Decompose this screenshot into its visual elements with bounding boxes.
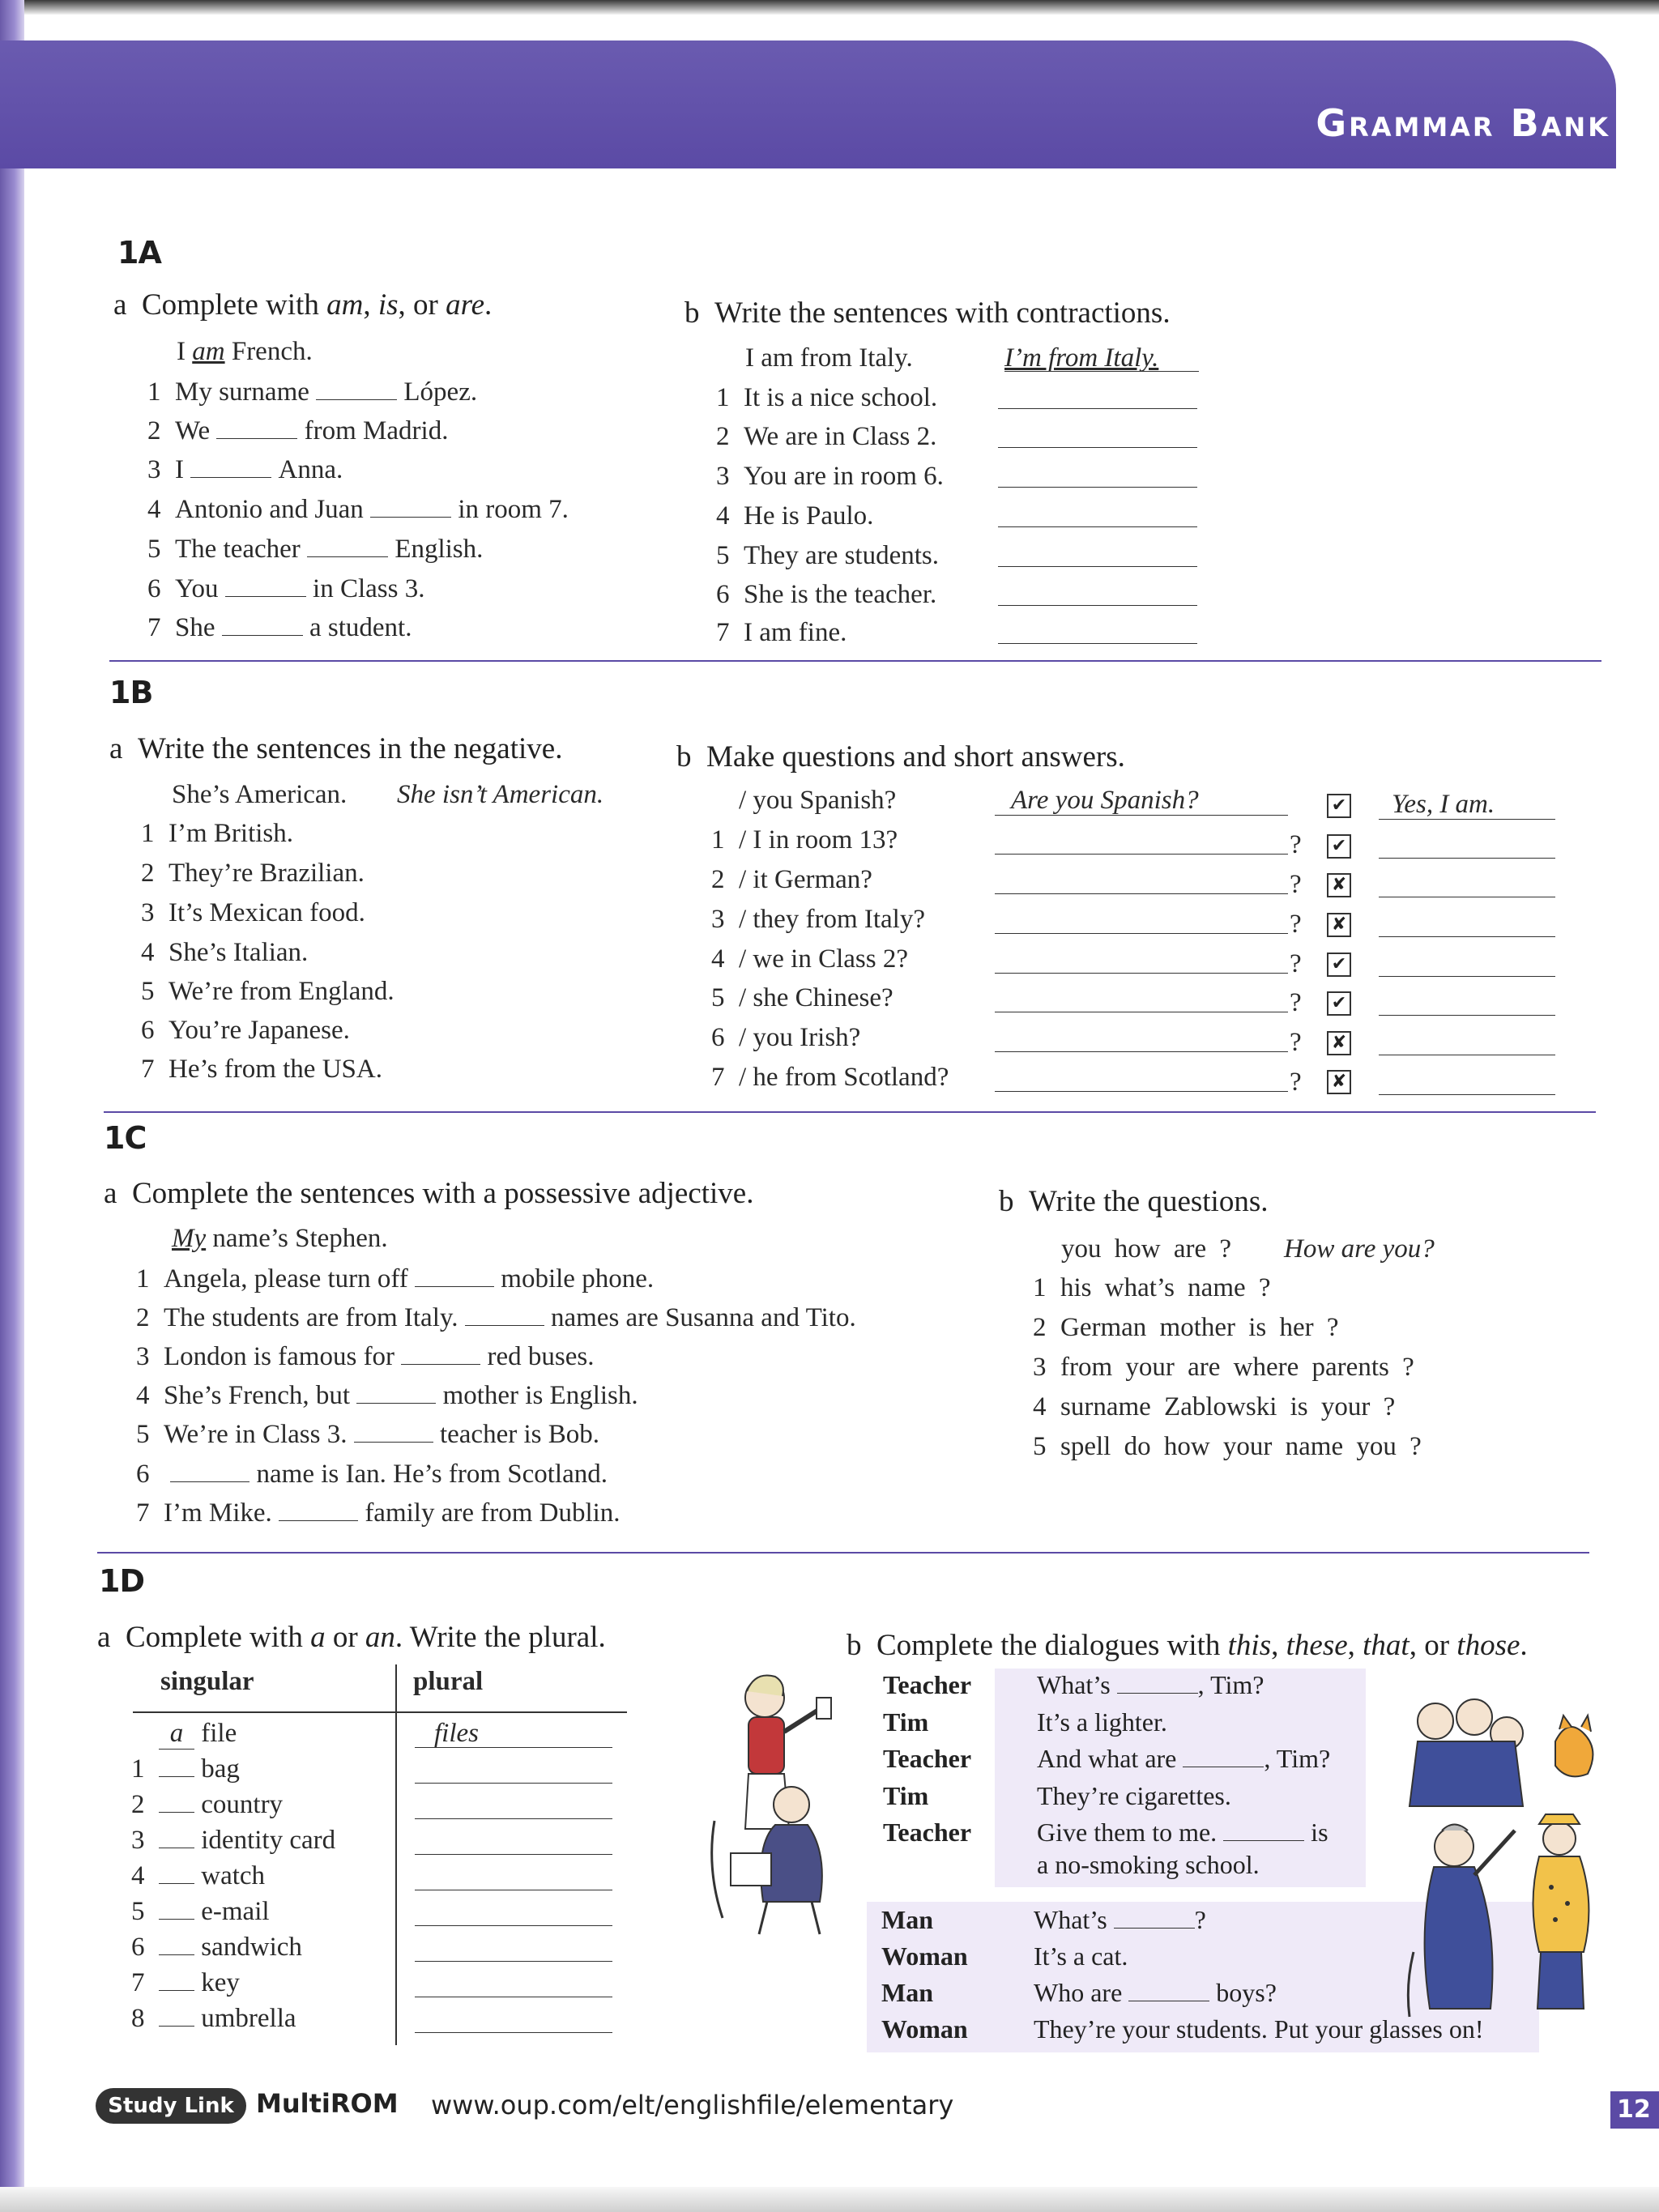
exercise-item: 2 We are in Class 2.: [716, 422, 937, 451]
speaker-label: Teacher: [883, 1818, 972, 1847]
exercise-item: 6 You’re Japanese.: [141, 1016, 350, 1045]
speaker-label: Teacher: [883, 1670, 972, 1699]
exercise-1b-b-instruction: b Make questions and short answers.: [676, 740, 1125, 774]
page-top-edge: [0, 0, 1659, 15]
table-row: 7 key: [131, 1968, 240, 1997]
exercise-item: 2 We from Madrid.: [147, 416, 449, 445]
exercise-item: 7 / he from Scotland?: [711, 1063, 949, 1092]
check-icon: ✔: [1327, 953, 1351, 977]
question-mark: ?: [1290, 988, 1302, 1017]
study-link-badge: Study Link: [96, 2088, 246, 2124]
answer-blank[interactable]: [370, 516, 451, 518]
exercise-item: 1 Angela, please turn off mobile phone.: [136, 1264, 655, 1294]
short-answer-line[interactable]: [1379, 1014, 1555, 1016]
section-divider: [97, 1552, 1589, 1554]
answer-blank[interactable]: [465, 1324, 544, 1326]
plural-answer-line[interactable]: [415, 1996, 612, 1997]
exercise-letter: b: [676, 740, 692, 774]
answer-blank[interactable]: [1114, 1927, 1195, 1929]
exercise-1c-b-instruction: b Write the questions.: [999, 1185, 1269, 1218]
section-label-1c: 1C: [104, 1120, 147, 1156]
answer-line[interactable]: [998, 407, 1197, 409]
article-blank[interactable]: [159, 1847, 194, 1848]
question-line[interactable]: [995, 893, 1288, 894]
section-label-1d: 1D: [99, 1563, 144, 1599]
exercise-item: 1 / I in room 13?: [711, 825, 898, 855]
short-answer-line[interactable]: [1379, 975, 1555, 977]
answer-blank[interactable]: [401, 1363, 480, 1365]
example-answer: How are you?: [1284, 1234, 1435, 1264]
page-number: 12: [1610, 2091, 1659, 2129]
example-answer: My: [172, 1224, 207, 1253]
table-row: a file: [131, 1719, 237, 1750]
table-header-rule: [133, 1711, 627, 1713]
cross-icon: ✘: [1327, 913, 1351, 937]
short-answer-line[interactable]: [1379, 1054, 1555, 1055]
exercise-1b-a-instruction: a Write the sentences in the negative.: [109, 732, 563, 765]
exercise-item: 7 I’m Mike. family are from Dublin.: [136, 1498, 621, 1528]
question-mark: ?: [1290, 949, 1302, 978]
dialogue-line: Who are boys?: [1034, 1978, 1277, 2007]
example-answer: am: [192, 337, 225, 366]
short-answer-line[interactable]: [1379, 857, 1555, 859]
exercise-item: 6 She is the teacher.: [716, 580, 937, 609]
answer-line[interactable]: [998, 565, 1197, 567]
question-mark: ?: [1290, 1068, 1302, 1097]
footer-url-link[interactable]: www.oup.com/elt/englishfile/elementary: [431, 2090, 954, 2120]
article-blank[interactable]: [159, 1918, 194, 1920]
exercise-letter: b: [847, 1629, 862, 1662]
answer-line[interactable]: [998, 642, 1197, 644]
example-answer: She isn’t American.: [397, 780, 604, 809]
exercise-item: 2 They’re Brazilian.: [141, 859, 365, 888]
exercise-item: 5 spell do how your name you ?: [1033, 1432, 1422, 1461]
question-line[interactable]: [995, 932, 1288, 934]
exercise-item: 2 German mother is her ?: [1033, 1313, 1339, 1342]
question-line[interactable]: [995, 1051, 1288, 1052]
section-label-1b: 1B: [109, 675, 153, 710]
exercise-item: 1 My surname López.: [147, 377, 478, 407]
speaker-label: Man: [881, 1978, 933, 2007]
example-plural: files: [434, 1719, 479, 1748]
answer-line[interactable]: [998, 604, 1197, 606]
exercise-1d-b-instruction: b Complete the dialogues with this, these, that, or those.: [847, 1629, 1528, 1662]
plural-answer-line[interactable]: [415, 1818, 612, 1819]
multirom-label: MultiROM: [256, 2088, 399, 2119]
example-line: I am from Italy.: [745, 343, 913, 373]
article-blank[interactable]: [159, 1811, 194, 1813]
dialogue-line: Give them to me. is: [1037, 1818, 1328, 1847]
exercise-letter: b: [999, 1185, 1014, 1218]
table-row: 2 country: [131, 1790, 284, 1819]
dialogue-line: And what are , Tim?: [1037, 1744, 1331, 1773]
answer-line[interactable]: [998, 526, 1197, 527]
answer-blank[interactable]: [279, 1519, 358, 1521]
example-short-answer: Yes, I am.: [1392, 790, 1495, 819]
table-row: 3 identity card: [131, 1826, 336, 1855]
short-answer-line[interactable]: [1379, 1093, 1555, 1095]
exercise-1a-a-instruction: a Complete with am, is, or are.: [113, 288, 493, 322]
speaker-label: Teacher: [883, 1744, 972, 1773]
plural-answer-line[interactable]: [415, 2031, 612, 2033]
answer-line[interactable]: [998, 486, 1197, 488]
answer-blank[interactable]: [316, 399, 397, 400]
exercise-item: 7 I am fine.: [716, 618, 847, 647]
example-line: you how are ?: [1061, 1234, 1232, 1264]
students-cat-illustration: [1393, 1685, 1628, 2025]
exercise-item: 5 We’re from England.: [141, 977, 394, 1006]
exercise-item: 5 They are students.: [716, 541, 940, 570]
exercise-1d-a-instruction: a Complete with a or an. Write the plural.: [97, 1621, 606, 1654]
example-line: / you Spanish?: [739, 786, 897, 815]
exercise-item: 3 / they from Italy?: [711, 905, 926, 934]
question-mark: ?: [1290, 1028, 1302, 1057]
article-blank[interactable]: [159, 2025, 194, 2027]
exercise-item: 4 / we in Class 2?: [711, 944, 908, 974]
dialogue-line: It’s a lighter.: [1037, 1707, 1167, 1737]
short-answer-line[interactable]: [1379, 896, 1555, 897]
table-column-divider: [395, 1664, 397, 2045]
check-icon: ✔: [1327, 834, 1351, 859]
speaker-label: Tim: [883, 1707, 929, 1737]
exercise-item: 1 It is a nice school.: [716, 383, 938, 412]
answer-blank[interactable]: [356, 1402, 436, 1404]
exercise-item: 2 The students are from Italy. names are Susanna and Tito.: [136, 1303, 856, 1332]
answer-blank[interactable]: [307, 556, 388, 557]
exercise-item: 3 I Anna.: [147, 455, 343, 484]
question-mark: ?: [1290, 910, 1302, 939]
plural-answer-line[interactable]: [415, 1782, 612, 1784]
article-blank[interactable]: [159, 1989, 194, 1991]
exercise-item: 4 Antonio and Juan in room 7.: [147, 495, 569, 524]
exercise-item: 6 You in Class 3.: [147, 574, 425, 603]
example-line: I am French.: [177, 337, 313, 366]
answer-blank[interactable]: [1128, 2000, 1209, 2001]
question-mark: ?: [1290, 830, 1302, 859]
plural-answer-line[interactable]: [415, 1889, 612, 1890]
exercise-item: 7 She a student.: [147, 613, 412, 642]
speaker-label: Woman: [881, 2014, 968, 2044]
page-bottom-edge: [0, 2187, 1659, 2212]
exercise-item: 5 The teacher English.: [147, 535, 484, 564]
answer-blank[interactable]: [190, 476, 271, 478]
table-row: 8 umbrella: [131, 2004, 296, 2033]
answer-blank[interactable]: [216, 437, 297, 439]
exercise-item: 1 his what’s name ?: [1033, 1273, 1271, 1302]
exercise-item: 5 We’re in Class 3. teacher is Bob.: [136, 1420, 599, 1449]
section-divider: [109, 660, 1601, 662]
column-header-plural: plural: [413, 1667, 484, 1696]
question-mark: ?: [1290, 870, 1302, 899]
column-header-singular: singular: [160, 1667, 254, 1696]
answer-blank[interactable]: [225, 595, 306, 597]
cross-icon: ✘: [1327, 1031, 1351, 1055]
answer-blank[interactable]: [1117, 1692, 1198, 1694]
example-answer: Are you Spanish?: [1011, 786, 1199, 815]
speaker-label: Woman: [881, 1941, 968, 1971]
example-line: She’s American.: [172, 780, 348, 809]
cross-icon: ✘: [1327, 873, 1351, 897]
answer-line: [415, 1746, 612, 1748]
speaker-label: Tim: [883, 1781, 929, 1810]
table-row: 1 bag: [131, 1754, 240, 1784]
answer-blank[interactable]: [222, 634, 303, 636]
exercise-item: 4 She’s Italian.: [141, 938, 309, 967]
answer-line: [995, 814, 1288, 816]
exercise-item: 6 / you Irish?: [711, 1023, 861, 1052]
question-line[interactable]: [995, 853, 1288, 855]
binding-edge: [0, 0, 24, 2212]
plural-answer-line[interactable]: [415, 1853, 612, 1855]
exercise-letter: b: [684, 296, 700, 330]
answer-blank[interactable]: [415, 1285, 494, 1287]
table-row: 5 e-mail: [131, 1897, 270, 1926]
dialogue-line: They’re your students. Put your glasses on!: [1034, 2014, 1484, 2044]
exercise-item: 4 He is Paulo.: [716, 501, 874, 531]
check-icon: ✔: [1327, 991, 1351, 1016]
section-label-1a: 1A: [117, 235, 161, 271]
plural-answer-line[interactable]: [415, 1924, 612, 1926]
short-answer-line[interactable]: [1379, 936, 1555, 937]
exercise-item: 3 You are in room 6.: [716, 462, 944, 491]
exercise-letter: a: [113, 288, 127, 322]
exercise-item: 6 name is Ian. He’s from Scotland.: [136, 1460, 608, 1489]
section-divider: [104, 1111, 1596, 1113]
article-blank[interactable]: [159, 1954, 194, 1955]
exercise-1c-a-instruction: a Complete the sentences with a possessive adjective.: [104, 1177, 754, 1210]
example-line: My name’s Stephen.: [172, 1224, 388, 1253]
dialogue-line: It’s a cat.: [1034, 1941, 1128, 1971]
answer-blank[interactable]: [354, 1441, 433, 1443]
answer-line: [1004, 340, 1199, 372]
answer-blank[interactable]: [1223, 1839, 1304, 1841]
exercise-item: 5 / she Chinese?: [711, 983, 893, 1012]
exercise-item: 3 from your are where parents ?: [1033, 1353, 1414, 1382]
example-answer: a: [159, 1719, 194, 1750]
article-blank[interactable]: [159, 1775, 194, 1777]
question-line[interactable]: [995, 1011, 1288, 1012]
dialogue-line: They’re cigarettes.: [1037, 1781, 1231, 1810]
exercise-letter: a: [104, 1177, 117, 1210]
exercise-item: 3 London is famous for red buses.: [136, 1342, 595, 1371]
answer-line: [1379, 818, 1555, 820]
dialogue-line: What’s , Tim?: [1037, 1670, 1265, 1699]
plural-answer-line[interactable]: [415, 1960, 612, 1962]
exercise-letter: a: [109, 732, 123, 765]
exercise-letter: a: [97, 1621, 111, 1654]
table-row: 4 watch: [131, 1861, 266, 1890]
dialogue-line: What’s ?: [1034, 1905, 1206, 1934]
exercise-item: 4 surname Zablowski is your ?: [1033, 1392, 1396, 1421]
dialogue-line-continued: a no-smoking school.: [1037, 1850, 1260, 1879]
exercise-1a-b-instruction: b Write the sentences with contractions.: [684, 296, 1171, 330]
question-line[interactable]: [995, 972, 1288, 974]
exercise-item: 3 It’s Mexican food.: [141, 898, 365, 927]
speaker-label: Man: [881, 1905, 933, 1934]
answer-blank[interactable]: [170, 1481, 249, 1482]
answer-blank[interactable]: [1183, 1766, 1264, 1767]
exercise-item: 2 / it German?: [711, 865, 872, 894]
example-answer: I’m from Italy.: [1004, 343, 1159, 373]
page-title: Grammar Bank: [1316, 101, 1610, 145]
question-line[interactable]: [995, 1090, 1288, 1092]
table-row: 6 sandwich: [131, 1933, 302, 1962]
check-icon: ✔: [1327, 794, 1351, 818]
answer-line[interactable]: [998, 446, 1197, 448]
cross-icon: ✘: [1327, 1070, 1351, 1094]
teacher-student-illustration: [698, 1659, 860, 1946]
article-blank[interactable]: [159, 1882, 194, 1884]
exercise-item: 7 He’s from the USA.: [141, 1055, 382, 1084]
exercise-item: 4 She’s French, but mother is English.: [136, 1381, 638, 1410]
exercise-item: 1 I’m British.: [141, 819, 293, 848]
